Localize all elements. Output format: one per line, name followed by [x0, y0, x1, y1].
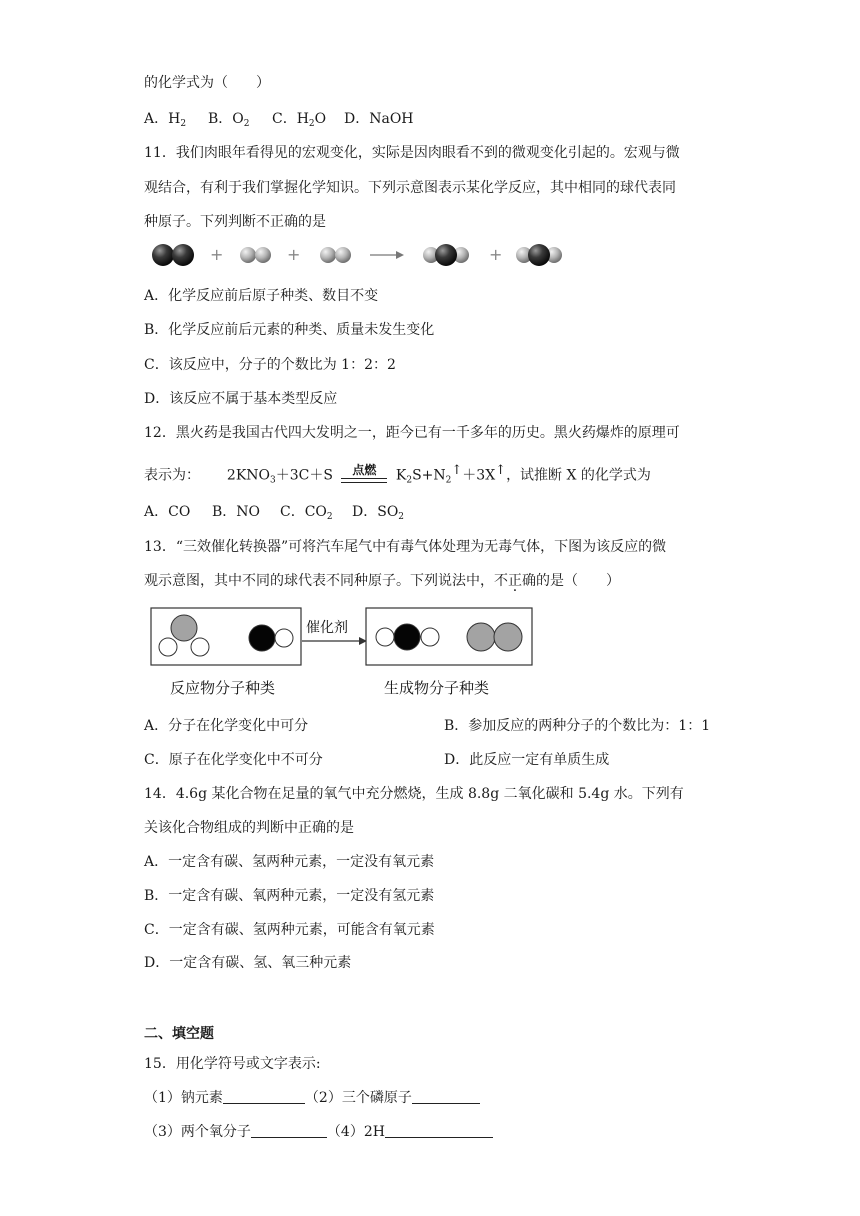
answer-blank-1[interactable] — [223, 1089, 305, 1104]
q14-option-a: A．一定含有碳、氢两种元素，一定没有氧元素 — [144, 854, 435, 870]
q12-option-a: A．CO — [144, 504, 191, 520]
q15-item-4-label: （4）2H — [326, 1124, 385, 1140]
q11-stem-line-1: 11．我们肉眼年看得见的宏观变化，实际是因肉眼看不到的微观变化引起的。宏观与微 — [144, 145, 680, 161]
product-gray-atom-right — [494, 623, 522, 651]
q10-option-a: A．$H_2$ — [144, 111, 187, 129]
q10-option-c: C．$H_2O$ — [272, 111, 327, 129]
q15-item-2-label: （2）三个磷原子 — [304, 1090, 412, 1106]
q14-option-d: D．一定含有碳、氢、氧三种元素 — [144, 955, 352, 971]
q10-option-d: D．NaOH — [344, 111, 414, 127]
reactant-molecule-dark-pair — [152, 244, 194, 266]
q15-items-row-2 — [144, 1122, 493, 1142]
q12-equation-line: 表示为： $2KNO_3+3C+S$ 点燃 $K_2S+N_2^↑+3X^↑$，试推断 X 的化学式为 — [144, 462, 651, 486]
q14-stem-line-2: 关该化合物组成的判断中正确的是 — [144, 820, 354, 836]
q15-items-row-1 — [144, 1088, 480, 1108]
reactant-label: 反应物分子种类 — [170, 679, 276, 697]
q10-option-b: B．$O_2$ — [208, 111, 250, 129]
product-label: 生成物分子种类 — [384, 679, 490, 697]
q13-stem-line-2: 观示意图，其中不同的球代表不同种原子。下列说法中，不正确的是（ ） — [144, 573, 620, 589]
product-molecule-2 — [516, 244, 562, 266]
q12-option-d: D．$SO_2$ — [352, 504, 405, 522]
q11-option-b: B．化学反应前后元素的种类、质量未发生变化 — [144, 322, 435, 338]
q14-option-b: B．一定含有碳、氧两种元素，一定没有氢元素 — [144, 888, 435, 904]
q13-option-a: A．分子在化学变化中可分 — [144, 718, 309, 734]
reactant-black-atom — [249, 625, 275, 651]
q12-stem-line-1: 12．黑火药是我国古代四大发明之一，距今已有一千多年的历史。黑火药爆炸的原理可 — [144, 425, 680, 441]
q11-option-d: D．该反应不属于基本类型反应 — [144, 391, 338, 407]
q11-stem-line-2: 观结合，有利于我们掌握化学知识。下列示意图表示某化学反应，其中相同的球代表同 — [144, 180, 676, 196]
q10-stem-end: 的化学式为（ ） — [144, 75, 270, 91]
emphasis-not-correct: 不正确 — [494, 573, 536, 589]
reaction-condition: 点燃 — [341, 466, 387, 486]
section-title: 二、填空题 — [144, 1026, 214, 1042]
product-molecule-1 — [423, 244, 469, 266]
catalyst-label: 催化剂 — [306, 620, 348, 636]
q13-option-c: C．原子在化学变化中不可分 — [144, 752, 323, 768]
q11-option-a: A．化学反应前后原子种类、数目不变 — [144, 288, 379, 304]
q11-stem-line-3: 种原子。下列判断不正确的是 — [144, 214, 326, 230]
q15-stem: 15．用化学符号或文字表示: — [144, 1056, 321, 1072]
q14-stem-line-1: 14．4.6g 某化合物在足量的氧气中充分燃烧，生成 8.8g 二氧化碳和 5.4g 水。下列有 — [144, 786, 684, 802]
product-gray-atom-left — [467, 623, 495, 651]
reaction-arrow — [370, 251, 404, 259]
answer-blank-3[interactable] — [251, 1123, 327, 1138]
svg-text:+: + — [287, 245, 301, 264]
answer-blank-2[interactable] — [412, 1089, 480, 1104]
q11-reaction-diagram — [144, 236, 594, 274]
q15-item-1-label: （1）钠元素 — [144, 1090, 223, 1106]
answer-blank-4[interactable] — [385, 1123, 493, 1138]
q13-option-b: B．参加反应的两种分子的个数比为：1：1 — [444, 718, 711, 734]
reactant-molecule-light-pair-2 — [320, 247, 351, 263]
q13-option-d: D．此反应一定有单质生成 — [444, 752, 610, 768]
svg-text:+: + — [489, 245, 503, 264]
product-black-atom — [394, 624, 420, 650]
reactant-gray-atom — [171, 615, 197, 641]
q15-item-3-label: （3）两个氧分子 — [144, 1124, 251, 1140]
q13-reaction-diagram — [144, 600, 544, 704]
q14-option-c: C．一定含有碳、氢两种元素，可能含有氧元素 — [144, 922, 435, 938]
reactant-white-atom-left — [159, 638, 177, 656]
q12-option-c: C．$CO_2$ — [280, 504, 333, 522]
q12-option-b: B．NO — [212, 504, 261, 520]
product-white-atom-left — [376, 628, 394, 646]
reactant-white-atom-right — [191, 638, 209, 656]
reactant-white-atom — [275, 629, 293, 647]
q11-option-c: C．该反应中，分子的个数比为 1：2：2 — [144, 357, 396, 373]
svg-text:+: + — [210, 245, 224, 264]
reactant-molecule-light-pair-1 — [240, 247, 271, 263]
product-white-atom-right — [421, 628, 439, 646]
q13-stem-line-1: 13．“三效催化转换器”可将汽车尾气中有毒气体处理为无毒气体，下图为该反应的微 — [144, 539, 667, 555]
